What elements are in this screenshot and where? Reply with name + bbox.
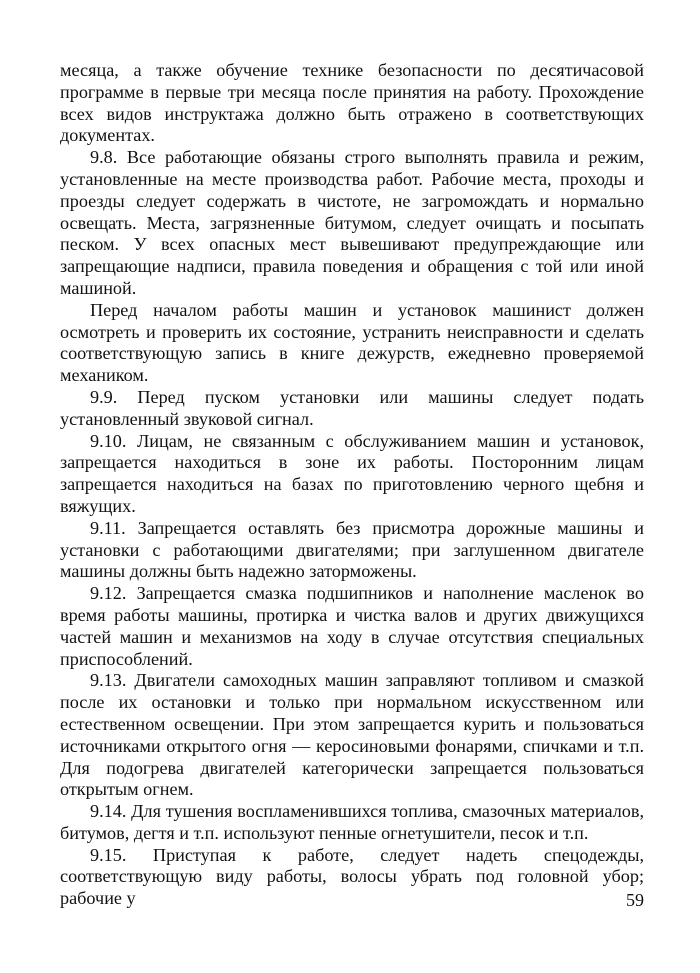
paragraph-continuation: месяца, а также обучение технике безопасности по десятичасовой программе в первые три месяца после принятия на работу. Прохождение всех видов инструктажа должно быть отражено в соответствующих документах. — [60, 60, 644, 146]
paragraph-9-13: 9.13. Двигатели самоходных машин заправляют топливом и смазкой после их остановки и только при нормальном искусственном или естественном освещении. При этом запрещается курить и пользоваться источниками открытого огня — керосиновыми фонарями, спичками и т.п. Для подогрева двигателей категорически запрещается пользоваться открытым огнем. — [60, 670, 644, 800]
paragraph-9-11: 9.11. Запрещается оставлять без присмотра дорожные машины и установки с работающими двигателями; при заглушенном двигателе машины должны быть надежно заторможены. — [60, 517, 644, 582]
paragraph-9-8: 9.8. Все работающие обязаны строго выполнять правила и режим, установленные на месте производства работ. Рабочие места, проходы и проезды следует содержать в чистоте, не загромождать и нормально освещать. Места, загрязненные битумом, следует очищать и посыпать песком. У всех опасных мест вывешивают предупреждающие или запрещающие надписи, правила поведения и обращения с той или иной машиной. — [60, 147, 644, 298]
paragraph-9-12: 9.12. Запрещается смазка подшипников и наполнение масленок во время работы машины, протирка и чистка валов и других движущихся частей машин и механизмов на ходу в случае отсутствия специальных приспособлений. — [60, 583, 644, 669]
paragraph-machine-inspection: Перед началом работы машин и установок машинист должен осмотреть и проверить их состояние, устранить неисправности и сделать соответствующую запись в книге дежурств, ежедневно проверяемой механиком. — [60, 299, 644, 386]
page-body — [60, 60, 644, 910]
page-number: 59 — [626, 890, 644, 910]
paragraph-9-14: 9.14. Для тушения воспламенившихся топлива, смазочных материалов, битумов, дегтя и т.п. используют пенные огнетушители, песок и т.п. — [60, 801, 644, 843]
paragraph-9-10: 9.10. Лицам, не связанным с обслуживанием машин и установок, запрещается находиться в зоне их работы. Посторонним лицам запрещается находиться на базах по приготовлению черного щебня и вяжущих. — [60, 430, 644, 516]
paragraph-9-9: 9.9. Перед пуском установки или машины следует подать установленный звуковой сигнал. — [60, 386, 644, 429]
paragraph-9-15: 9.15. Приступая к работе, следует надеть спецодежды, соответствующую виду работы, волосы убрать под головной убор; рабочие у — [60, 844, 644, 909]
